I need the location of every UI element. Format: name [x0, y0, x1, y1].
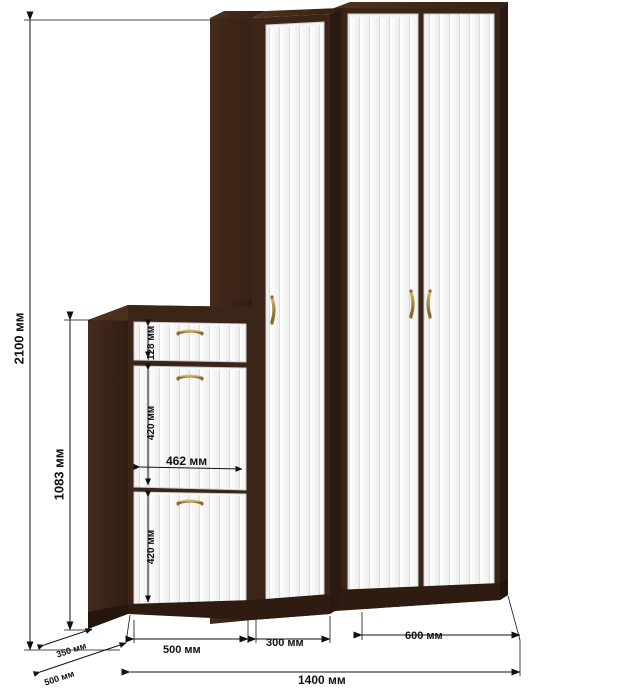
dim-width-500: 500 мм: [163, 644, 201, 656]
dim-cabinet-height: 1083 мм: [51, 448, 67, 501]
dim-depth-500: 500 мм: [43, 668, 76, 688]
dim-drawer-bottom: 420 мм: [146, 529, 157, 565]
dim-drawer-top: 128 мм: [146, 325, 157, 361]
dim-total-height: 2100 мм: [11, 312, 27, 365]
dim-drawer-middle: 420 мм: [146, 405, 157, 441]
dim-drawer-width: 462 мм: [166, 454, 208, 468]
dim-total-width: 1400 мм: [298, 673, 346, 687]
dim-width-300: 300 мм: [266, 637, 304, 649]
dim-depth-350: 350 мм: [55, 640, 88, 660]
dim-width-600: 600 мм: [405, 630, 443, 642]
